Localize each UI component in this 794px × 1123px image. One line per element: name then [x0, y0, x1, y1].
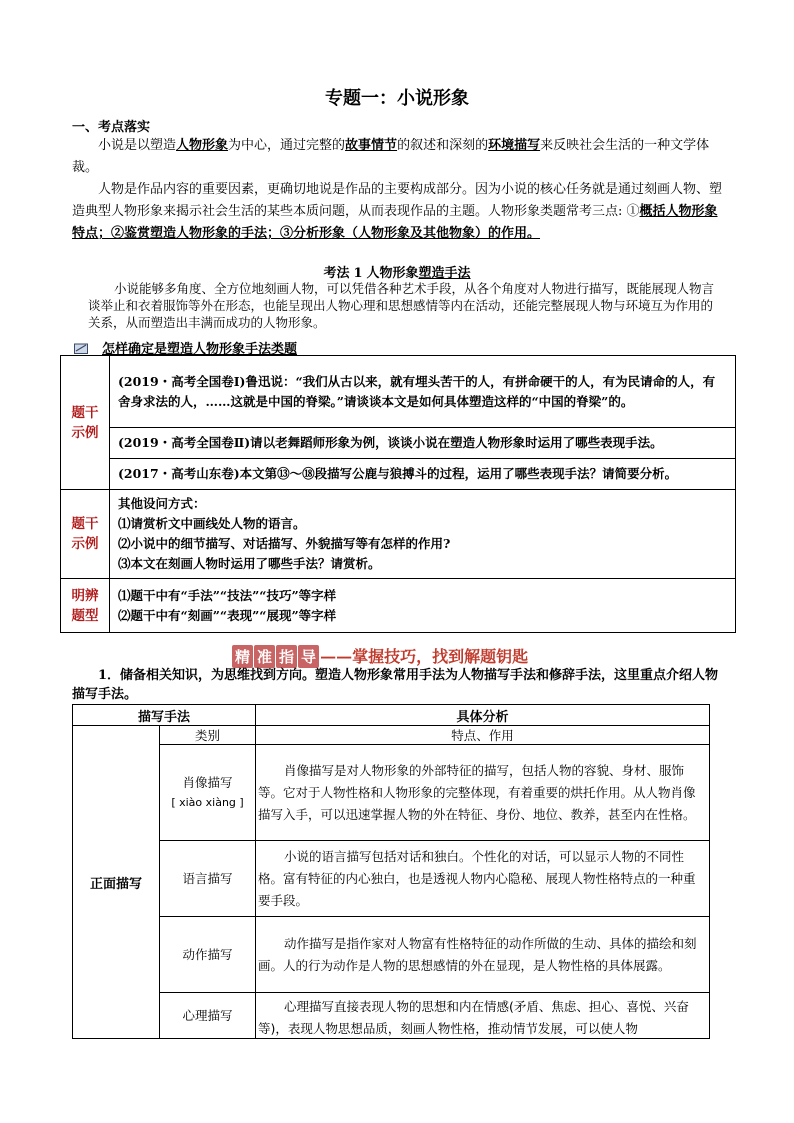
intro-paragraph-2: 人物是作品内容的重要因素，更确切地说是作品的主要构成部分。因为小说的核心任务就是通过刻画人物、塑造典型人物形象来揭示社会生活的某些本质问题，从而表现作品的主题。人物形象类题常考三点: ①概括人物形象特点；②鉴赏塑造人物形象的手法；③分析形象（人物形象及其他物象）的作用。 [72, 182, 723, 241]
desc-language: 小说的语言描写包括对话和独白。个性化的对话，可以显示人物的不同性格。富有特征的内心独白，也是透视人物内心隐秘、展现人物性格特点的一种重要手段。 [256, 841, 710, 917]
guidance-banner: 精 准 指 导 ——掌握技巧，找到解题钥匙 [232, 644, 528, 668]
method-1-title: 考法 1 人物形象塑造手法 [323, 266, 471, 281]
kind-psychology: 心理描写 [160, 993, 256, 1039]
description-methods-table [72, 704, 710, 1039]
label-identify-type: 明辨题型 [61, 579, 110, 633]
howto-headline: 怎样确定是塑造人物形象手法类题 [74, 338, 297, 357]
header-method: 描写手法 [73, 705, 256, 726]
example-2019-national-1: (2019・高考全国卷Ⅰ)鲁迅说：“我们从古以来，就有埋头苦干的人，有拼命硬干的人，有为民请命的人，有舍身求法的人，……这就是中国的脊梁。”请谈谈本文是如何具体塑造这样的“中国的脊梁”的。 [110, 356, 736, 428]
desc-portrait: 肖像描写是对人物形象的外部特征的描写，包括人物的容貌、身材、服饰等。它对于人物性格和人物形象的完整体现，有着重要的烘托作用。从人物肖像描写入手，可以迅速掌握人物的外在特征、身份、地位、教养，甚至内在性格。 [256, 745, 710, 841]
subheader-category: 类别 [160, 726, 256, 745]
identify-type-keywords: ⑴题干中有“手法”“技法”“技巧”等字样 ⑵题干中有“刻画”“表现”“展现”等字样 [110, 579, 736, 633]
kind-language: 语言描写 [160, 841, 256, 917]
intro-paragraph-1: 小说是以塑造人物形象为中心，通过完整的故事情节的叙述和深刻的环境描写来反映社会生活的一种文学体裁。 [72, 138, 710, 175]
other-question-forms: 其他设问方式： ⑴请赏析文中画线处人物的语言。 ⑵小说中的细节描写、对话描写、外貌描写等有怎样的作用? ⑶本文在刻画人物时运用了哪些手法？请赏析。 [110, 490, 736, 579]
kind-action: 动作描写 [160, 917, 256, 993]
desc-action: 动作描写是指作家对人物富有性格特征的动作所做的生动、具体的描绘和刻画。人的行为动作是人物的思想感情的外在显现，是人物性格的具体展露。 [256, 917, 710, 993]
header-analysis: 具体分析 [256, 705, 710, 726]
point-1-paragraph: 1．储备相关知识，为思维找到方向。塑造人物形象常用手法为人物描写手法和修辞手法，这里重点介绍人物描写手法。 [72, 668, 719, 702]
subheader-feature: 特点、作用 [256, 726, 710, 745]
kind-portrait: 肖像描写 [ xiào xiàng ] [160, 745, 256, 841]
example-2017-shandong: (2017・高考山东卷)本文第⑬～⑱段描写公鹿与狼搏斗的过程，运用了哪些表现手法？请简要分析。 [110, 459, 736, 490]
method-1-intro: 小说能够多角度、全方位地刻画人物，可以凭借各种艺术手段，从各个角度对人物进行描写，既能展现人物言谈举止和衣着服饰等外在形态，也能呈现出人物心理和思想感情等内在活动，还能完整展现人物与环境互为作用的关系，从而塑造出丰满而成功的人物形象。 [88, 281, 715, 330]
label-question-examples-2: 题干示例 [61, 490, 110, 579]
example-2019-national-2: (2019・高考全国卷Ⅱ)请以老舞蹈师形象为例，谈谈小说在塑造人物形象时运用了哪些表现手法。 [110, 428, 736, 459]
book-icon [74, 342, 88, 354]
section-heading-exam-points: 一、考点落实 [72, 120, 151, 135]
front-description-label: 正面描写 [73, 726, 160, 1039]
desc-psychology: 心理描写直接表现人物的思想和内在情感(矛盾、焦虑、担心、喜悦、兴奋等)，表现人物思想品质，刻画人物性格，推动情节发展，可以使人物 [256, 993, 710, 1039]
question-type-table [60, 355, 736, 633]
label-question-examples: 题干示例 [61, 356, 110, 490]
page-title: 专题一：小说形象 [325, 88, 469, 109]
